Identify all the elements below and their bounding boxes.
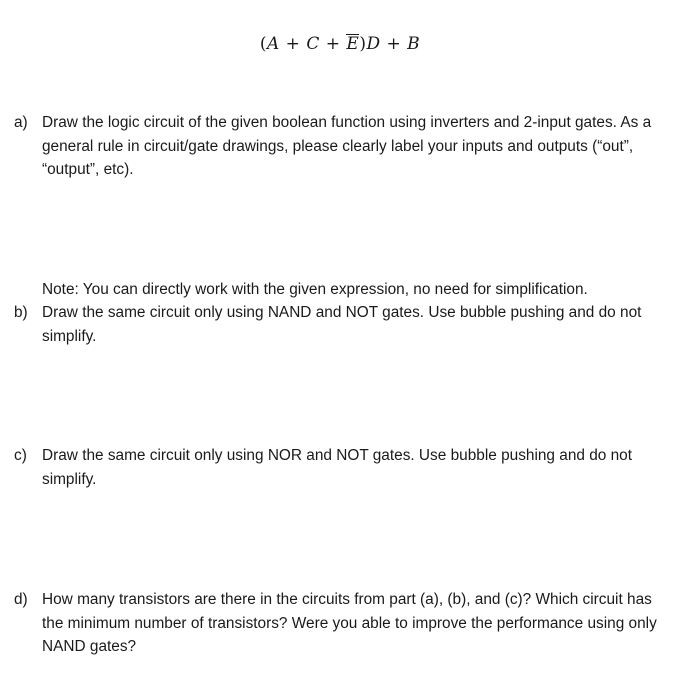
question-c-text: Draw the same circuit only using NOR and NOT gates. Use bubble pushing and do not simplify. bbox=[42, 447, 633, 488]
boolean-expression bbox=[0, 34, 680, 54]
expr-plus-3: + bbox=[380, 34, 408, 54]
expr-open-paren: ( bbox=[259, 34, 267, 54]
question-c bbox=[14, 444, 674, 491]
expr-var-a: A bbox=[266, 34, 280, 54]
expr-var-c: C bbox=[306, 34, 320, 54]
expr-plus-1: + bbox=[279, 34, 307, 54]
expr-close-paren: ) bbox=[359, 34, 367, 54]
expr-var-d: D bbox=[366, 34, 381, 54]
question-a bbox=[14, 111, 674, 182]
question-a-label: a) bbox=[14, 114, 28, 131]
question-d bbox=[14, 588, 674, 659]
question-a-text: Draw the logic circuit of the given boolean function using inverters and 2-input gates. As a general rule in circuit/gate drawings, please clearly label your inputs and outputs (“out”, “output”, etc). bbox=[42, 114, 652, 178]
question-b bbox=[14, 301, 674, 348]
question-b-label: b) bbox=[14, 304, 28, 321]
expr-var-b: B bbox=[407, 34, 421, 54]
expr-plus-2: + bbox=[319, 34, 347, 54]
question-b-text: Draw the same circuit only using NAND and NOT gates. Use bubble pushing and do not simplify. bbox=[42, 304, 642, 345]
question-d-text: How many transistors are there in the circuits from part (a), (b), and (c)? Which circuit has the minimum number of transistors? Were you able to improve the performance using only NAND gates? bbox=[42, 591, 657, 655]
expr-var-e-complement: E bbox=[346, 34, 360, 54]
simplification-note: Note: You can directly work with the given expression, no need for simplification. bbox=[42, 281, 588, 298]
question-d-label: d) bbox=[14, 591, 28, 608]
question-c-label: c) bbox=[14, 447, 27, 464]
